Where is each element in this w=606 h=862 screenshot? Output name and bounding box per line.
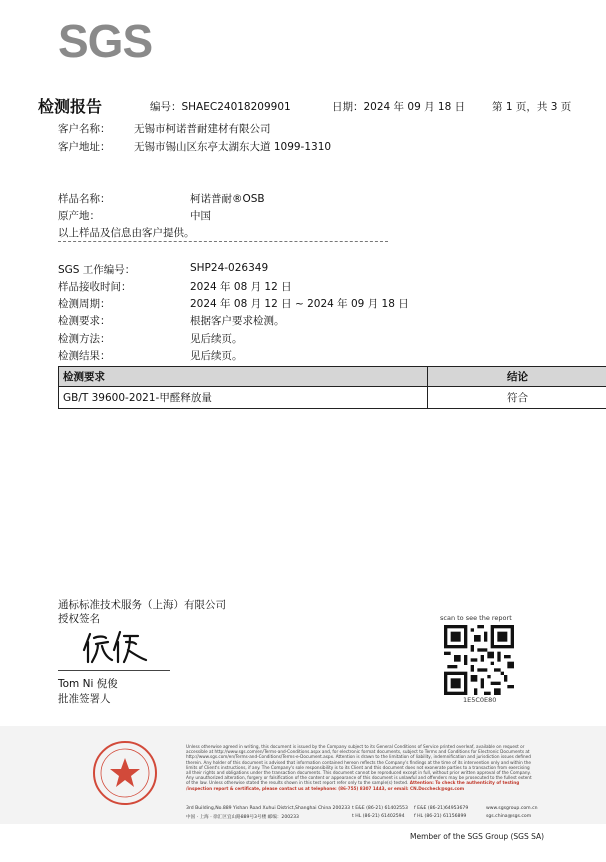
- page-indicator: 第 1 页，共 3 页: [492, 101, 572, 113]
- qr-code-icon[interactable]: [444, 625, 514, 695]
- sample-note: 以上样品及信息由客户提供。: [58, 227, 195, 239]
- member-note: Member of the SGS Group (SGS SA): [410, 832, 545, 841]
- client-name-value: 无锡市柯诺普耐建材有限公司: [134, 123, 271, 135]
- email-link[interactable]: sgs.china@sgs.com: [486, 814, 532, 819]
- qr-caption: scan to see the report: [440, 614, 512, 622]
- sgs-logo: SGS: [58, 15, 153, 67]
- client-address-label: 客户地址：: [58, 141, 111, 153]
- table-header-row: [59, 367, 606, 387]
- table-header-requirement: 检测要求: [59, 367, 428, 387]
- approver-label: 批准签署人: [58, 693, 111, 705]
- job-item-value: 2024 年 08 月 12 日 ~ 2024 年 09 月 18 日: [190, 298, 409, 310]
- job-item-label: 样品接收时间：: [58, 281, 132, 293]
- terms-text: Unless otherwise agreed in writing, this document is issued by the Company subject to its General Conditions of Service printed overleaf, available on request or accessible at http://www.sgs.com/en/Terms-and-Conditions.aspx and, for electronic format documents, subject to Terms and Conditions for Electronic Documents at http://www.sgs.com/en/Terms-and-Conditions/Terms-e-Document.aspx. Attention is drawn to the limitation of liability, indemnification and jurisdiction issues defined therein. Any holder of this document is advised that information contained hereon reflects the Company's findings at the time of its intervention only and within the limits of Client's instructions, if any. The Company's sole responsibility is to its Client and this document does not exonerate parties to a transaction from exercising all their rights and obligations under the transaction documents. This document cannot be reproduced except in full, without prior written approval of the Company. Any unauthorized alteration, forgery or falsification of the content or appearance of this document is unlawful and offenders may be prosecuted to the fullest extent of the law. Unless otherwise stated the results shown in this test report refer only to the sample(s) tested.: [186, 744, 532, 786]
- job-item-value: SHP24-026349: [190, 262, 269, 274]
- job-item-label: 检测结果：: [58, 350, 111, 362]
- client-address-value: 无锡市锡山区东亭太湖东大道 1099-1310: [134, 141, 332, 153]
- job-item-value: 2024 年 08 月 12 日: [190, 281, 292, 293]
- origin-label: 原产地：: [58, 210, 100, 222]
- job-item-label: SGS 工作编号：: [58, 264, 136, 276]
- signer-name: Tom Ni 倪俊: [58, 678, 118, 690]
- report-title: 检测报告: [38, 97, 103, 116]
- handwritten-signature: [80, 628, 160, 668]
- table-cell-requirement: GB/T 39600-2021-甲醛释放量: [59, 387, 428, 409]
- origin-value: 中国: [190, 210, 211, 222]
- job-item-label: 检测周期：: [58, 298, 111, 310]
- client-name-label: 客户名称：: [58, 123, 111, 135]
- report-date: 日期：2024 年 09 月 18 日: [332, 101, 466, 113]
- authorized-signature-label: 授权签名: [58, 613, 100, 625]
- terms-fine-print: [186, 744, 532, 791]
- report-number: 编号：SHAEC24018209901: [150, 101, 291, 113]
- fax-en: f E&E (86-21)64953679: [414, 806, 469, 811]
- job-item-value: 根据客户要求检测。: [190, 315, 285, 327]
- authenticity-notice: Attention: To check the authenticity of testing /inspection report & certificate, please contact us at telephone: (86-755) 8307 1443, or email: CN.Doccheck@sgs.com: [186, 780, 520, 791]
- sample-name-value: 柯诺普耐®OSB: [190, 193, 265, 205]
- address-en: 3rd Building,No.889 Yishan Road Xuhui District,Shanghai China 200233: [186, 806, 351, 811]
- signature-line: [58, 670, 170, 671]
- table-cell-conclusion: 符合: [428, 387, 606, 409]
- divider: [58, 241, 388, 242]
- requirements-table: [58, 366, 606, 409]
- company-name: 通标标准技术服务（上海）有限公司: [58, 599, 226, 611]
- table-row: [59, 387, 606, 409]
- job-item-label: 检测要求：: [58, 315, 111, 327]
- qr-code-text: 1E5C0E80: [463, 696, 497, 704]
- inspection-seal-icon: [92, 740, 158, 806]
- tel-en: t E&E (86-21) 61402553: [352, 806, 408, 811]
- sample-name-label: 样品名称：: [58, 193, 111, 205]
- address-cn: 中国 · 上海 · 徐汇区宜山路889号3号楼 邮编：200233: [186, 815, 299, 820]
- table-header-conclusion: 结论: [428, 367, 606, 387]
- tel-cn: t HL (86-21) 61402594: [352, 814, 405, 819]
- job-item-label: 检测方法：: [58, 333, 111, 345]
- website-link[interactable]: www.sgsgroup.com.cn: [486, 806, 538, 811]
- job-item-value: 见后续页。: [190, 333, 243, 345]
- fax-cn: f HL (86-21) 61156899: [414, 814, 467, 819]
- job-item-value: 见后续页。: [190, 350, 243, 362]
